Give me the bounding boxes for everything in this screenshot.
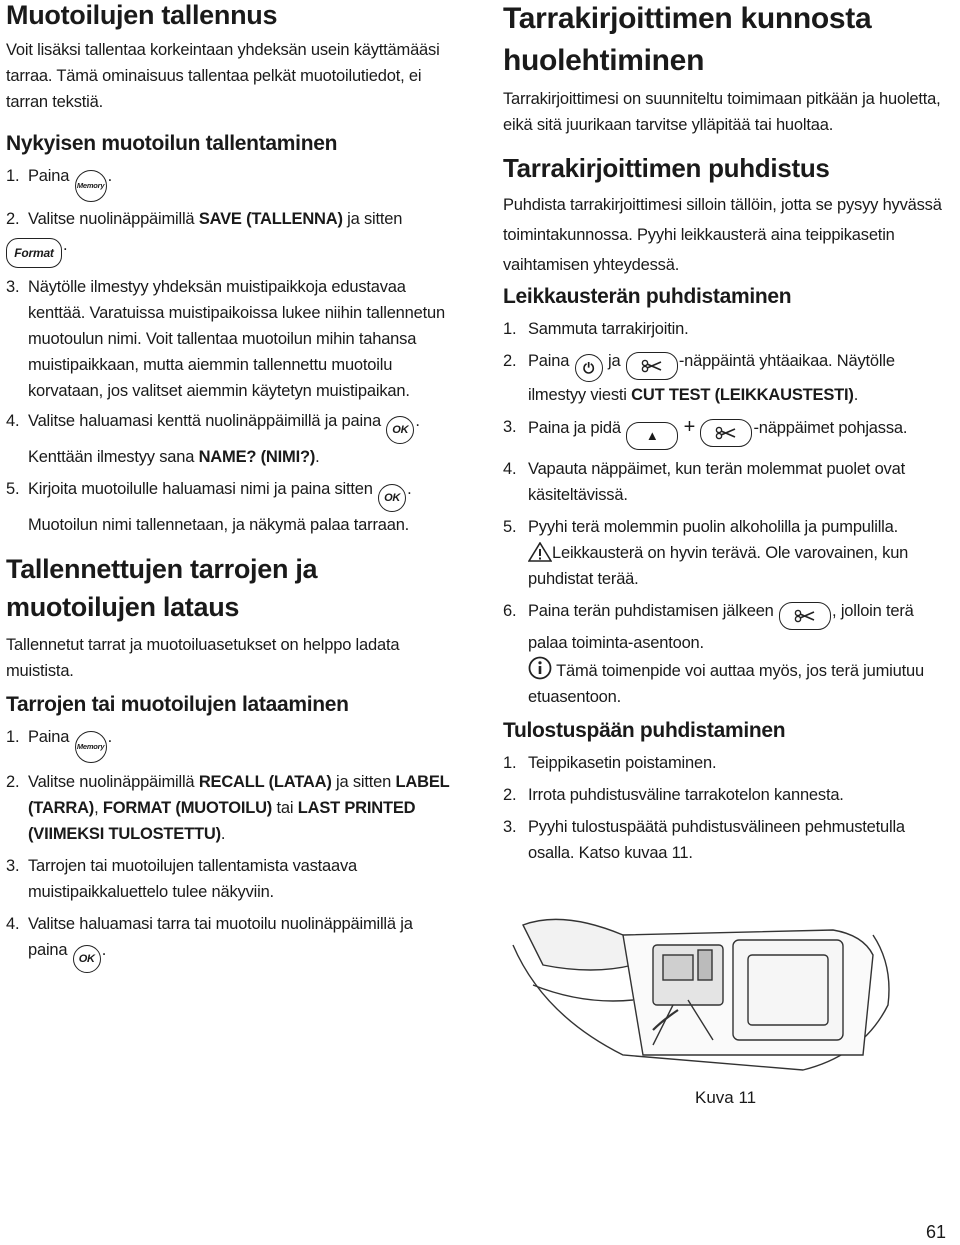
- heading-printhead: Tulostuspään puhdistaminen: [503, 719, 786, 742]
- printhead-steps: [503, 750, 948, 866]
- list-item: 2. Paina ⏻ ja -näppäintä yhtäaikaa. Näytölle ilmestyy viesti CUT TEST (LEIKKAUSTESTI).: [503, 352, 895, 404]
- list-item: 6. Paina terän puhdistamisen jälkeen , jolloin terä palaa toiminta-asentoon. Tämä toimenpide voi auttaa myös, jos terä jumiutuu etuasentoon.: [503, 602, 924, 706]
- figure-caption: Kuva 11: [695, 1088, 757, 1107]
- scissors-icon: [641, 359, 663, 373]
- warning-icon: [528, 542, 552, 562]
- ok-key-icon: OK: [73, 945, 101, 973]
- ok-key-icon: OK: [378, 484, 406, 512]
- scissors-icon: [794, 609, 816, 623]
- list-item: 4. Valitse haluamasi tarra tai muotoilu nuolinäppäimillä ja paina OK .: [6, 911, 456, 973]
- ok-key-icon: OK: [386, 416, 414, 444]
- load-intro: Tallennetut tarrat ja muotoiluasetukset on helppo ladata muistista.: [6, 636, 400, 680]
- load-steps: [6, 724, 456, 973]
- heading-care: Tarrakirjoittimen kunnosta huolehtiminen: [503, 2, 872, 77]
- list-item: 3. Paina ja pidä ▲ + -näppäimet pohjassa.: [503, 414, 948, 450]
- list-item: 4. Valitse haluamasi kenttä nuolinäppäimillä ja paina OK . Kenttään ilmestyy sana NAME? (NIMI?).: [6, 412, 420, 466]
- right-column: [503, 0, 948, 866]
- scissors-icon: [715, 426, 737, 440]
- memory-key-icon: Memory: [75, 170, 107, 202]
- list-item: 5. Pyyhi terä molemmin puolin alkoholilla ja pumpulilla. Leikkausterä on hyvin terävä. Ole varovainen, kun puhdistat terää.: [503, 518, 909, 588]
- heading-clean: Tarrakirjoittimen puhdistus: [503, 153, 830, 183]
- clean-intro: Puhdista tarrakirjoittimesi silloin tällöin, jotta se pysyy hyvässä toimintakunnossa. Pyyhi leikkausterä aina teippikasetin vaihtamisen yhteydessä.: [503, 196, 942, 274]
- list-item: 2. Valitse nuolinäppäimillä SAVE (TALLENNA) ja sitten Format .: [6, 206, 456, 268]
- heading-loading: Tarrojen tai muotoilujen lataaminen: [6, 693, 349, 716]
- info-icon: [528, 656, 552, 680]
- scissors-key-icon: [700, 419, 752, 447]
- list-item: 3. Tarrojen tai muotoilujen tallentamista vastaava muistipaikkaluettelo tulee näkyviin.: [6, 857, 358, 901]
- list-item: 4. Vapauta näppäimet, kun terän molemmat puolet ovat käsiteltävissä.: [503, 460, 905, 504]
- care-intro: Tarrakirjoittimesi on suunniteltu toimimaan pitkään ja huoletta, eikä sitä juurikaan tarvitse ylläpitää tai huoltaa.: [503, 90, 941, 134]
- list-item: 5. Kirjoita muotoilulle haluamasi nimi ja paina sitten OK . Muotoilun nimi tallennetaan, ja näkymä palaa tarraan.: [6, 480, 412, 534]
- heading-save-formats: Muotoilujen tallennus: [6, 0, 278, 30]
- scissors-key-icon: [626, 352, 678, 380]
- list-item: 2. Irrota puhdistusväline tarrakotelon kannesta.: [503, 786, 844, 804]
- heading-blade: Leikkausterän puhdistaminen: [503, 285, 792, 308]
- save-intro: Voit lisäksi tallentaa korkeintaan yhdeksän usein käyttämääsi tarraa. Tämä ominaisuus tallentaa pelkät muotoilutiedot, ei tarran tekstiä.: [6, 41, 440, 111]
- list-item: 2. Valitse nuolinäppäimillä RECALL (LATAA) ja sitten LABEL (TARRA), FORMAT (MUOTOILU) tai LAST PRINTED (VIIMEKSI TULOSTETTU).: [6, 773, 450, 843]
- memory-key-icon: Memory: [75, 731, 107, 763]
- list-item: 3. Näytölle ilmestyy yhdeksän muistipaikkoja edustavaa kenttää. Varatuissa muistipaikoissa lukee niihin tallennetun muotoulun nimi. Voit tallentaa muotoilun mihin tahansa muistipaikkaan, mutta aiemmin tallennettu muotoilu korvataan, jos valitset aiemmin käytetyn muistipaikan.: [6, 278, 445, 400]
- heading-save-current: Nykyisen muotoilun tallentaminen: [6, 132, 338, 155]
- up-arrow-key-icon: ▲: [626, 422, 678, 450]
- power-key-icon: ⏻: [575, 354, 603, 382]
- list-item: 1. Paina Memory.: [6, 724, 456, 763]
- list-item: 1. Teippikasetin poistaminen.: [503, 754, 717, 772]
- heading-load: Tallennettujen tarrojen ja muotoilujen lataus: [6, 554, 318, 622]
- list-item: 1. Paina Memory.: [6, 163, 456, 202]
- list-item: 1. Sammuta tarrakirjoitin.: [503, 320, 689, 338]
- list-item: 3. Pyyhi tulostuspäätä puhdistusvälineen pehmustetulla osalla. Katso kuvaa 11.: [503, 818, 905, 862]
- save-steps: [6, 163, 456, 538]
- printhead-cleaning-illustration: [503, 905, 903, 1075]
- page-number: 61: [926, 1222, 947, 1242]
- left-column: [6, 0, 456, 973]
- scissors-key-icon: [779, 602, 831, 630]
- blade-steps: [503, 316, 948, 710]
- format-key-icon: Format: [6, 238, 62, 268]
